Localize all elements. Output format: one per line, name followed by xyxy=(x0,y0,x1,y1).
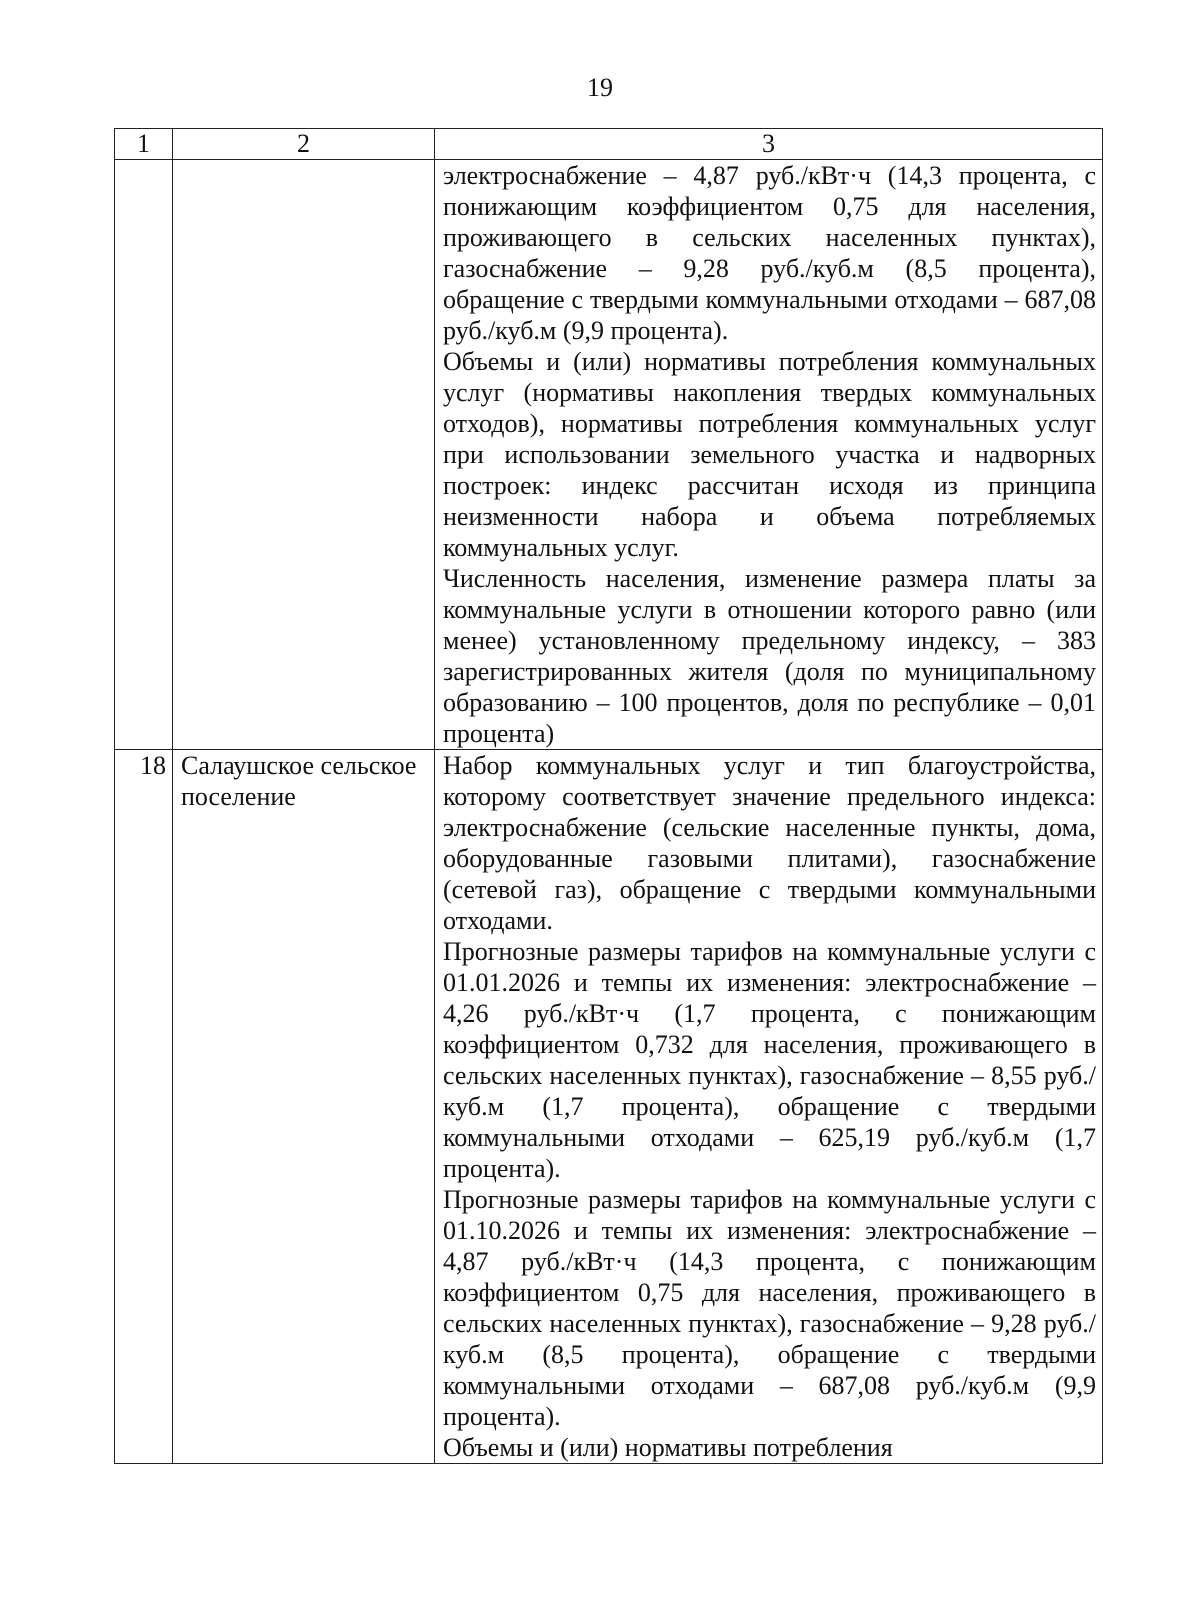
content-paragraph: Объемы и (или) нормативы потребления xyxy=(443,1433,893,1462)
content-paragraph: Объемы и (или) нормативы потребления коммунальных услуг (нормативы накопления твердых коммунальных отходов), нормативы потребления коммунальных услуг при использовании земельного участка и надворных построек: индекс рассчитан исходя из принципа неизменности набора и объема потребляемых коммунальных услуг. xyxy=(443,347,1096,562)
row-content xyxy=(435,160,1103,750)
content-paragraph: Набор коммунальных услуг и тип благоустройства, которому соответствует значение предельного индекса: электроснабжение (сельские населенные пункты, дома, оборудованные газовыми плитами), газоснабжение (сетевой газ), обращение с твердыми коммунальными отходами. xyxy=(443,751,1096,935)
row-content xyxy=(435,750,1103,1464)
settlement-name: Салаушское сельское поселение xyxy=(173,750,435,1464)
page-number: 19 xyxy=(587,73,613,102)
content-paragraph: Прогнозные размеры тарифов на коммунальные услуги с 01.01.2026 и темпы их изменения: электроснабжение – 4,26 руб./кВт·ч (1,7 процента, с понижающим коэффициентом 0,732 для населения, проживающего в сельских населенных пунктах), газоснабжение – 8,55 руб./куб.м (1,7 процента), обращение с твердыми коммунальными отходами – 625,19 руб./куб.м (1,7 процента). xyxy=(443,937,1096,1183)
settlement-name xyxy=(173,160,435,750)
row-number: 18 xyxy=(115,750,173,1464)
table-row-continued xyxy=(115,160,1103,750)
table-header-row xyxy=(115,129,1103,160)
document-table xyxy=(114,128,1103,1464)
content-paragraph: Прогнозные размеры тарифов на коммунальные услуги с 01.10.2026 и темпы их изменения: электроснабжение – 4,87 руб./кВт·ч (14,3 процента, с понижающим коэффициентом 0,75 для населения, проживающего в сельских населенных пунктах), газоснабжение – 9,28 руб./куб.м (8,5 процента), обращение с твердыми коммунальными отходами – 687,08 руб./куб.м (9,9 процента). xyxy=(443,1185,1096,1431)
row-number xyxy=(115,160,173,750)
column-header-3: 3 xyxy=(435,129,1103,160)
content-paragraph: электроснабжение – 4,87 руб./кВт·ч (14,3 процента, с понижающим коэффициентом 0,75 для населения, проживающего в сельских населенных пунктах), газоснабжение – 9,28 руб./куб.м (8,5 процента), обращение с твердыми коммунальными отходами – 687,08 руб./куб.м (9,9 процента). xyxy=(443,161,1096,345)
content-paragraph: Численность населения, изменение размера платы за коммунальные услуги в отношении которого равно (или менее) установленному предельному индексу, – 383 зарегистрированных жителя (доля по муниципальному образованию – 100 процентов, доля по республике – 0,01 процента) xyxy=(443,564,1096,748)
column-header-2: 2 xyxy=(173,129,435,160)
column-header-1: 1 xyxy=(115,129,173,160)
table-row-18 xyxy=(115,750,1103,1464)
